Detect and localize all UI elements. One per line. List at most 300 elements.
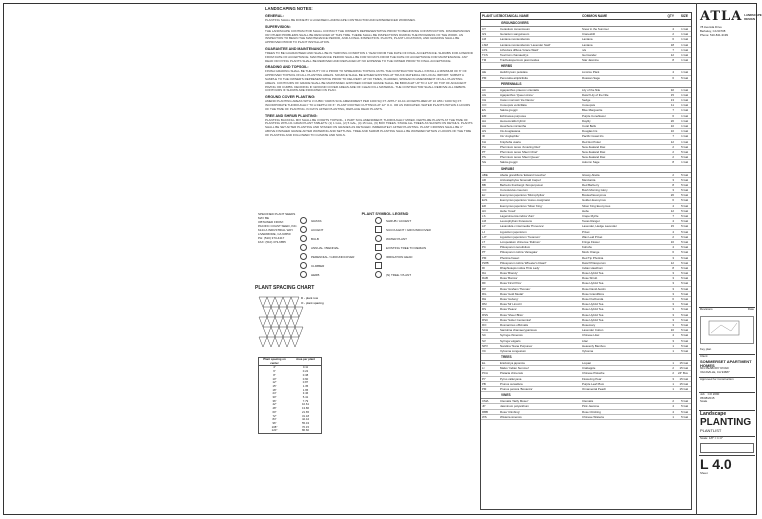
- table-cell: Coreopsis verticillata: [500, 103, 527, 108]
- table-cell: RG: [482, 291, 487, 296]
- notes-title: LANDSCAPING NOTES:: [265, 6, 313, 11]
- table-cell: Lantana montevidensis 'Lavender Swirl': [500, 42, 551, 47]
- table-cell: 1 Gal: [681, 32, 688, 37]
- table-cell: 12: [670, 52, 674, 57]
- table-cell: Germander: [582, 52, 597, 57]
- table-cell: Daylily: [582, 118, 591, 123]
- area-value: 70.15: [302, 424, 309, 429]
- table-cell: Rosemary: [582, 322, 596, 327]
- table-cell: 5 Gal: [681, 208, 688, 213]
- table-cell: 3: [672, 376, 674, 381]
- table-cell: Xylosma: [582, 348, 594, 353]
- table-cell: Agapanthus 'Queen Anne': [500, 92, 534, 97]
- table-cell: 5 Gal: [681, 297, 688, 301]
- area-value: 13.86: [302, 406, 309, 411]
- table-cell: Licorice Plant: [582, 70, 600, 75]
- table-cell: 12: [670, 208, 674, 213]
- table-cell: Texas Ranger: [582, 219, 600, 224]
- table-cell: 12: [670, 139, 674, 144]
- group-name: PERENNIALS: [501, 81, 522, 86]
- table-cell: Lantana: [582, 42, 593, 47]
- job-label: Job: [700, 391, 705, 396]
- table-cell: Loquat: [582, 361, 591, 366]
- table-cell: PB: [482, 381, 486, 386]
- table-cell: Crabapple: [582, 366, 596, 371]
- table-cell: Phormium tenax 'Maori Queen': [500, 155, 540, 160]
- legend-row: [300, 243, 470, 252]
- table-cell: 6: [672, 297, 674, 301]
- table-cell: Santolina chamaecyparissus: [500, 328, 537, 333]
- table-cell: LSM: [482, 42, 488, 47]
- table-cell: 3: [672, 307, 674, 312]
- table-cell: 7: [672, 214, 674, 218]
- table-cell: 5 Gal: [681, 250, 688, 255]
- table-cell: 7: [672, 134, 674, 139]
- table-cell: AG: [482, 92, 487, 97]
- table-cell: Kohuhu: [582, 245, 592, 250]
- table-cell: 2: [672, 144, 674, 149]
- table-cell: LP: [482, 224, 486, 229]
- table-cell: 2: [672, 399, 674, 404]
- table-cell: Wax Leaf Privet: [582, 234, 603, 239]
- table-cell: PT: [482, 250, 486, 255]
- table-cell: Pittosporum tobira 'Wheeler's Dwarf': [500, 260, 547, 265]
- table-cell: 5 Gal: [681, 271, 688, 276]
- group-name: GROUNDCOVERS: [501, 21, 529, 25]
- table-cell: Red Tip Photinia: [582, 255, 604, 260]
- table-cell: 5 Gal: [681, 203, 688, 208]
- spacing-note-b: O - plant spacing: [301, 301, 324, 305]
- table-cell: Pittosporum tobira 'Variegata': [500, 250, 538, 255]
- table-cell: Rosa 'Iceberg': [500, 297, 519, 301]
- area-value: 0.38: [302, 372, 309, 377]
- notes-section-text: PLANTING BACKFILL MIX SHALL BE 3 PARTS TOPSOIL, 1 PART SOIL AMENDMENT, THOROUGHLY MIXED. FERTILIZE PLANTS AT THE TIME OF PLANTING WITH 21 GRAM PLANT TABLETS: (1) 1 GAL, (2) 5 GAL, (4) 15 GAL, (6) BOX TREES. STAKE ALL TREES AS SHOWN ON DETAILS. PLANTS SHALL BE SET AFTER PLANTING AND STAKED ON GRADES AS DETAILED. IMMEDIATELY AFTER PLANTING. PLANT CROWNS SHALL BE 1" ABOVE FINISHED GRADE AFTER WATERING AND SETTLING. TREE AND SHRUB PLANTING SHALL BE WATERED WITHIN 2 HOURS OF THE TIME OF PLANTING AND FOLLOWED TO CLIMATE AND SOILS.: [265, 117, 473, 137]
- table-cell: Jasminum polyanthum: [500, 404, 529, 409]
- spacing-note-a: D - plant row: [301, 296, 319, 300]
- table-cell: 16: [670, 328, 674, 333]
- table-cell: Lagerstroemia indica 'Zuni': [500, 214, 535, 218]
- project-line: 601 PEABODY ROAD: [700, 366, 729, 371]
- notes-section-text: AMEND PLANTING AREAS WITH 3 CUBIC YARDS SOIL AMENDMENT PER 1000 SQ FT. APPLY 10-10-10 FERTILIZER AT 10 LBS / 1000 SQ FT. INCORPORATE THOROUGHLY TO A DEPTH OF 6". PLANT ROOTED CUTTINGS AT 12" O.C. OR AS INDICATED. WATER PLANTS WITHIN 4 HOURS OF THE TIME OF PLANTING. IN DAYS AFTER PLANTING, REPLACE DEAD PLANTS.: [265, 99, 471, 111]
- table-cell: 4: [672, 229, 674, 234]
- table-cell: PH: [482, 144, 487, 149]
- table-cell: Rosmarinus officinalis: [500, 322, 529, 327]
- table-cell: PM: [482, 255, 487, 260]
- table-cell: Ligustrum japonicum 'Texanum': [500, 234, 541, 239]
- project-line: SOMMERSET APARTMENT: [700, 358, 752, 364]
- table-cell: Euonymus japonicus 'Aureo-marginata': [500, 198, 551, 203]
- table-cell: 4: [672, 404, 674, 409]
- table-cell: Heuchera micrantha: [500, 124, 527, 128]
- area-value: 3.46: [302, 391, 309, 396]
- table-cell: 5 Gal: [681, 414, 688, 419]
- table-cell: Salvia greggii: [500, 108, 518, 113]
- table-cell: TCS: [482, 52, 488, 57]
- scale-bar: [700, 443, 754, 453]
- legend-label-right: EXISTING TREE TO REMAIN: [386, 245, 427, 250]
- legend-label: BULB: [311, 236, 319, 241]
- table-cell: 5 Gal: [681, 177, 688, 182]
- table-cell: Lavandula x intermedia 'Provence': [500, 224, 545, 229]
- table-cell: AR: [482, 177, 487, 182]
- table-cell: 3: [672, 255, 674, 260]
- table-cell: SCH: [482, 328, 489, 333]
- table-cell: LJ: [482, 229, 486, 234]
- table-cell: 1: [672, 361, 674, 366]
- table-cell: 13: [670, 98, 674, 103]
- group-name: HERBS: [501, 64, 513, 69]
- table-cell: 3: [672, 276, 674, 281]
- table-cell: RSS: [482, 312, 488, 317]
- plant-symbol-icon: [375, 262, 382, 269]
- sheet-category: Landscape: [700, 411, 727, 418]
- table-cell: ES: [482, 108, 486, 113]
- table-cell: LJT: [482, 234, 487, 239]
- table-cell: 5 Gal: [681, 312, 688, 317]
- table-cell: New Zealand Flax: [582, 149, 606, 154]
- key-plan-label: Key plan: [700, 347, 712, 352]
- table-cell: 1 Gal: [681, 124, 688, 128]
- table-cell: Pittosporum tenuifolium: [500, 245, 531, 250]
- table-cell: 1 Gal: [681, 139, 688, 144]
- notes-section-heading: GRADING AND TOPSOIL:: [265, 65, 309, 70]
- table-cell: Rose Hybrid Tea: [582, 302, 604, 307]
- table-cell: RH: [482, 297, 487, 301]
- table-cell: 3: [672, 286, 674, 291]
- table-cell: RS: [482, 307, 487, 312]
- legend-label-right: WATER PLANT: [386, 236, 408, 241]
- table-cell: Rose Hybrid Tea: [582, 271, 604, 276]
- plant-symbol-icon: [300, 262, 307, 269]
- legend-label: ANNUAL / BIENNIAL: [311, 245, 340, 250]
- table-cell: 5 Gal: [681, 333, 688, 338]
- spacing-table: [258, 357, 322, 434]
- table-cell: 1 Gal: [681, 42, 688, 47]
- table-cell: Chinese Pistache: [582, 371, 605, 376]
- spacing-col-a: Plant spacing on center: [263, 357, 286, 365]
- table-cell: 4: [672, 219, 674, 224]
- legend-label-right: SUCCULENT / GROUNDCOVER: [386, 227, 431, 232]
- table-cell: PM: [482, 387, 487, 391]
- notes-section-heading: GUARANTEE AND MAINTENANCE:: [265, 46, 326, 51]
- plant-group-heading: [481, 166, 691, 173]
- address-line: Berkeley, CA 94708: [700, 28, 726, 33]
- table-cell: Clematis: [582, 399, 594, 404]
- table-cell: 1: [672, 414, 674, 419]
- sheet-label: Sheet: [700, 470, 708, 475]
- table-cell: Lavender, Hedge Lavender: [582, 224, 617, 229]
- table-cell: Autumn Sage: [582, 160, 600, 165]
- table-cell: GS: [482, 32, 487, 37]
- table-cell: 8: [672, 265, 674, 270]
- spacing-col-b: Area per plant: [296, 357, 315, 361]
- area-value: 55.43: [302, 420, 309, 425]
- table-cell: Chinese Wisteria: [582, 414, 604, 419]
- legend-row: [300, 270, 470, 279]
- table-cell: Euonymus japonicus 'Microphyllus': [500, 193, 545, 198]
- plant-symbol-icon: [375, 253, 382, 260]
- job-number: CO 2090: [707, 391, 720, 396]
- table-cell: 1 Gal: [681, 87, 688, 92]
- table-cell: CH: [482, 98, 487, 103]
- table-cell: Abelia grandiflora 'Edward Goucher': [500, 172, 547, 177]
- table-cell: Coreopsis: [582, 103, 596, 108]
- table-cell: Pyrus calleryana: [500, 376, 522, 381]
- spacing-value: 72": [272, 413, 277, 418]
- legend-label: GRASS: [311, 218, 322, 223]
- table-cell: 12: [670, 260, 674, 265]
- table-cell: 3: [672, 291, 674, 296]
- table-cell: 2: [672, 371, 674, 376]
- plant-group-heading: [481, 20, 691, 27]
- table-cell: HC: [482, 208, 487, 213]
- landscaping-notes: [265, 6, 473, 138]
- table-cell: 6: [672, 113, 674, 118]
- table-cell: 3: [672, 281, 674, 286]
- table-cell: Dwarf Lily of the Nile: [582, 92, 609, 97]
- plant-symbol-icon: [375, 217, 382, 224]
- table-cell: 5 Gal: [681, 265, 688, 270]
- table-cell: RSC: [482, 317, 489, 322]
- project-line: HOMES: [700, 362, 715, 368]
- table-cell: AC: [482, 87, 487, 92]
- plant-symbol-icon: [375, 235, 382, 242]
- supplier-line: OBTAINED FROM:: [258, 220, 284, 224]
- table-cell: 16: [670, 239, 674, 244]
- table-cell: Convolvulus cneorum: [500, 188, 528, 193]
- col-common: COMMON NAME: [582, 14, 608, 18]
- table-cell: 15 Gal: [679, 361, 688, 366]
- area-value: 10.61: [302, 402, 309, 407]
- table-cell: EL: [482, 361, 486, 366]
- table-cell: 2: [672, 155, 674, 160]
- table-cell: 5 Gal: [681, 172, 688, 177]
- table-cell: 15 Gal: [679, 381, 688, 386]
- spacing-value: 42": [272, 402, 277, 407]
- table-cell: ER: [482, 203, 487, 208]
- table-cell: 5 Gal: [681, 302, 688, 307]
- table-cell: Pistacia chinensis: [500, 371, 523, 376]
- table-cell: Cerastium tomentosum: [500, 27, 530, 31]
- area-value: 86.60: [302, 428, 309, 433]
- table-cell: 5 Gal: [681, 307, 688, 312]
- area-value: 1.95: [302, 387, 309, 392]
- table-cell: 8: [672, 160, 674, 165]
- table-cell: IR: [482, 134, 485, 139]
- table-cell: 5 Gal: [681, 155, 688, 160]
- table-cell: BB: [482, 182, 486, 187]
- spacing-value: 12": [272, 380, 277, 385]
- table-cell: Xylosma congestum: [500, 348, 527, 353]
- spacing-value: 48": [272, 406, 277, 411]
- table-cell: Geranium sanguineum: [500, 32, 530, 37]
- area-value: 0.60: [302, 376, 309, 381]
- table-cell: 1: [672, 348, 674, 353]
- spacing-value: 30": [272, 395, 277, 400]
- table-cell: Rosa 'Climbing': [500, 409, 520, 414]
- table-cell: 3: [672, 302, 674, 307]
- table-cell: 5 Gal: [681, 286, 688, 291]
- table-cell: PCA: [482, 371, 488, 376]
- table-cell: 10: [670, 124, 674, 128]
- table-cell: 5 Gal: [681, 214, 688, 218]
- address-line: 78 Avenida Drive: [700, 25, 722, 29]
- group-name: VINES: [501, 393, 511, 398]
- table-cell: Hebe 'Coed': [500, 208, 516, 213]
- table-cell: 3: [672, 177, 674, 182]
- area-value: 1.35: [302, 383, 309, 388]
- plant-symbol-icon: [300, 253, 307, 260]
- table-cell: Rose Grandiflora: [582, 291, 604, 296]
- plant-symbol-icon: [375, 244, 382, 251]
- area-value: 21.65: [302, 409, 309, 414]
- table-cell: Rose David Austin: [582, 286, 606, 291]
- drawing-scale: Scale: 1/8" = 1'-0": [700, 435, 723, 440]
- table-cell: Dwarf Pittosporum: [582, 260, 606, 265]
- spacing-value: 108": [271, 424, 278, 429]
- table-cell: PWB: [482, 260, 489, 265]
- table-cell: RO: [482, 322, 487, 327]
- table-cell: 5 Gal: [681, 229, 688, 234]
- table-cell: 4: [672, 333, 674, 338]
- group-name: TREES: [501, 355, 512, 360]
- logo-text: ATLA: [700, 9, 743, 24]
- legend-label-right: IRRIGATION HEAD: [386, 254, 413, 259]
- table-cell: Heavenly Bamboo: [582, 343, 606, 348]
- legend-label: CLIMBER: [311, 263, 325, 268]
- table-cell: 3: [672, 188, 674, 193]
- table-cell: Lithodora diffusa 'Grace Ward': [500, 47, 539, 52]
- notes-section-heading: GROUND COVER PLANTING:: [265, 95, 316, 100]
- table-cell: 4: [672, 70, 674, 75]
- legend-label: ACCENT: [311, 227, 324, 232]
- supplier-line: PH: (510) 373-4417: [258, 236, 285, 240]
- table-cell: 5 Gal: [681, 75, 688, 80]
- table-cell: 5 Gal: [681, 245, 688, 250]
- table-cell: 5 Gal: [681, 198, 688, 203]
- plant-symbol-icon: [300, 244, 307, 251]
- table-cell: Silver King Euonymus: [582, 203, 611, 208]
- table-cell: KH: [482, 139, 487, 144]
- table-cell: Indian Hawthorn: [582, 265, 604, 270]
- table-cell: Prunus persica 'Bonanza': [500, 387, 533, 391]
- legend-label: PERENNIAL / GROUNDCOVER: [311, 254, 355, 259]
- table-cell: Rosa 'Graham Thomas': [500, 286, 531, 291]
- table-cell: 1: [672, 381, 674, 386]
- table-cell: Arctostaphylos 'Emerald Carpet': [500, 177, 542, 182]
- spacing-value: 18": [272, 387, 277, 392]
- revisions-label: Revisions: [700, 307, 713, 312]
- plant-symbol-icon: [300, 235, 307, 242]
- plant-spacing-chart: [255, 285, 325, 358]
- table-cell: 3: [672, 322, 674, 327]
- table-cell: 5 Gal: [681, 224, 688, 229]
- table-cell: 5 Gal: [681, 219, 688, 224]
- spacing-value: 15": [272, 383, 277, 388]
- table-cell: Syringa chinensis: [500, 333, 523, 338]
- table-cell: 11: [670, 103, 674, 108]
- table-cell: LM: [482, 219, 487, 224]
- legend-row: [300, 252, 470, 261]
- table-cell: Rose Shrub: [582, 276, 598, 281]
- table-cell: CO: [482, 188, 487, 193]
- notes-section-heading: SUPERVISION:: [265, 24, 291, 29]
- area-value: 7.79: [302, 398, 309, 403]
- table-cell: 3: [672, 317, 674, 322]
- spacing-value: 24": [272, 391, 277, 396]
- table-cell: 5 Gal: [681, 188, 688, 193]
- notes-section-heading: GENERAL:: [265, 14, 284, 18]
- table-cell: Prunus cerasifera: [500, 381, 523, 386]
- table-cell: 32: [670, 87, 674, 92]
- table-row: [481, 415, 691, 420]
- table-cell: 5 Gal: [681, 328, 688, 333]
- table-cell: 18: [670, 42, 674, 47]
- spacing-value: 120": [271, 428, 278, 433]
- table-cell: Photinia fraseri: [500, 255, 520, 260]
- table-cell: 1: [672, 343, 674, 348]
- table-cell: Rose Hybrid Tea: [582, 317, 604, 322]
- legend-row: [300, 261, 470, 270]
- spacing-row: [259, 429, 321, 433]
- table-cell: Pacific Coast Iris: [582, 134, 604, 139]
- plant-symbol-icon: [300, 217, 307, 224]
- table-cell: Cranesbill: [582, 32, 595, 37]
- plant-group-heading: [481, 392, 691, 399]
- table-cell: Rosa 'Sutter Centennial': [500, 317, 531, 322]
- table-cell: 7: [672, 47, 674, 52]
- area-value: 42.44: [302, 417, 309, 422]
- table-cell: CT: [482, 27, 486, 31]
- table-cell: PM: [482, 75, 487, 80]
- plant-symbol-legend: [300, 212, 470, 279]
- table-cell: Golden Euonymus: [582, 198, 606, 203]
- table-cell: JP: [482, 404, 486, 409]
- table-cell: Kniphofia uvaria: [500, 139, 521, 144]
- table-cell: 15 Gal: [679, 376, 688, 381]
- table-cell: Rhaphiolepis indica 'Pink Lady': [500, 265, 540, 270]
- spacing-value: 8": [273, 372, 276, 377]
- table-cell: Berberis thunbergii 'Atropurpurea': [500, 182, 544, 187]
- table-cell: 5 Gal: [681, 409, 688, 414]
- plant-group-heading: [481, 354, 691, 361]
- table-cell: Blue Marguerite: [582, 108, 603, 113]
- table-cell: 5 Gal: [681, 149, 688, 154]
- table-cell: Rosa 'Bonica': [500, 276, 518, 281]
- notes-section-heading: TREE AND SHRUB PLANTING:: [265, 113, 318, 118]
- table-cell: Rose Climbing: [582, 409, 601, 414]
- date-label: Date: [747, 307, 754, 312]
- table-cell: 1: [672, 387, 674, 391]
- table-cell: Red Hot Poker: [582, 139, 601, 144]
- col-size: SIZE: [680, 14, 688, 18]
- table-cell: Star Jasmine: [582, 58, 599, 63]
- table-cell: 5 Gal: [681, 182, 688, 187]
- table-cell: 5 Gal: [681, 343, 688, 348]
- table-cell: RP: [482, 286, 487, 291]
- spacing-value: 96": [272, 420, 277, 425]
- table-cell: 10: [670, 129, 674, 134]
- table-cell: 5 Gal: [681, 276, 688, 281]
- table-cell: 1 Gal: [681, 47, 688, 52]
- table-cell: 3: [672, 271, 674, 276]
- table-cell: Nandina 'Nana Purpurea': [500, 343, 533, 348]
- table-cell: 4: [672, 409, 674, 414]
- table-cell: 1 Gal: [681, 70, 688, 75]
- table-cell: Mock Orange: [582, 250, 600, 255]
- table-cell: 24" Box: [677, 371, 688, 376]
- table-cell: CO: [482, 103, 487, 108]
